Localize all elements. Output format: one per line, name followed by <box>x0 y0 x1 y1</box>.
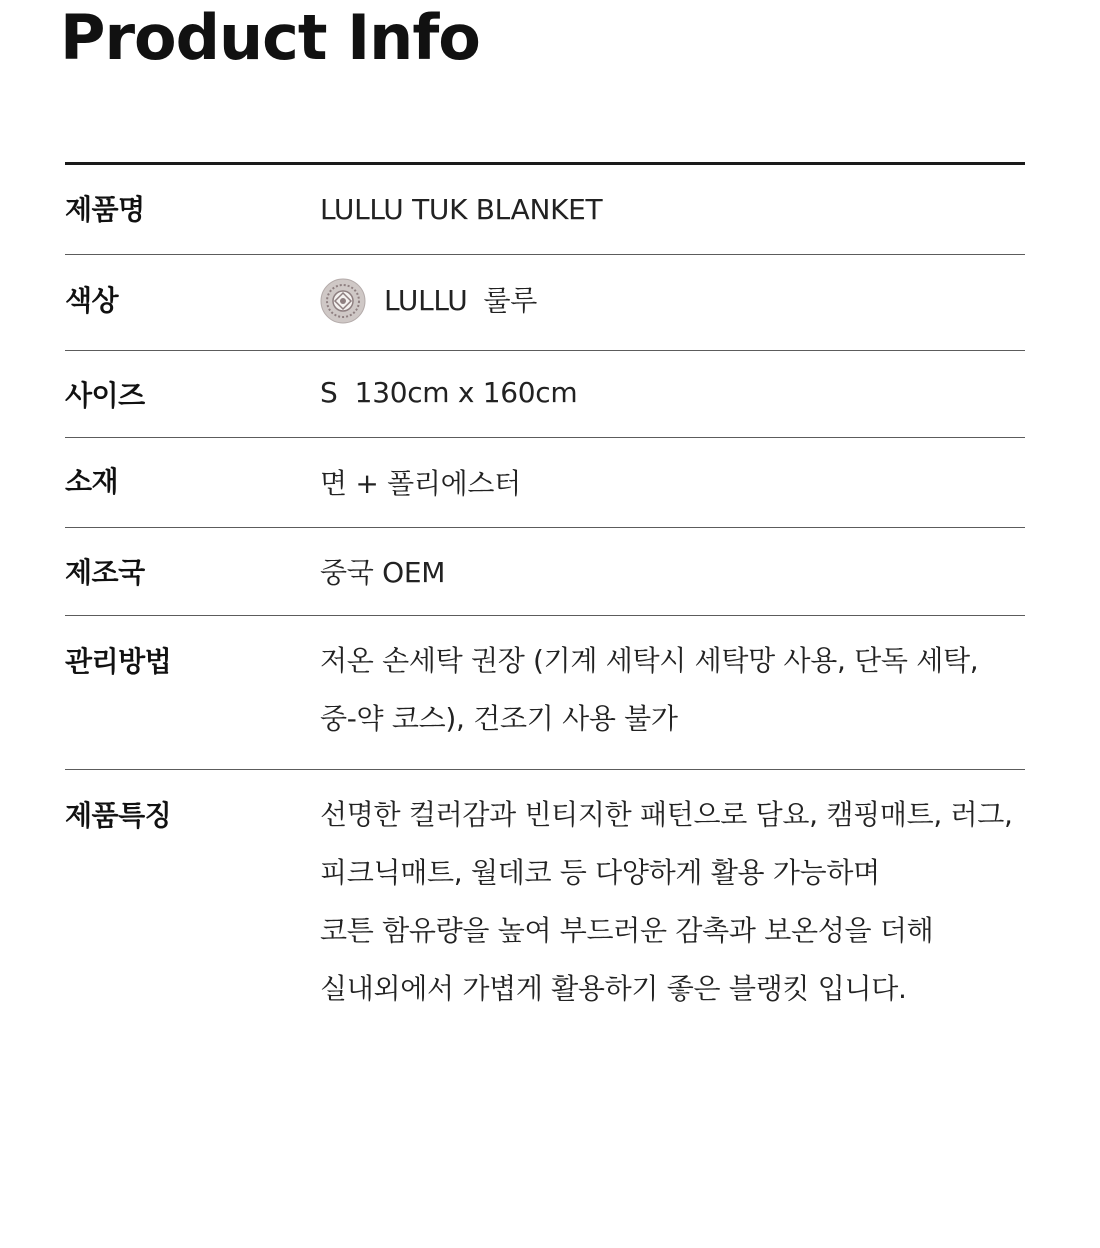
page-title: Product Info <box>60 1 480 74</box>
features-value <box>320 786 1025 1018</box>
care-label: 관리방법 <box>65 645 172 678</box>
product-name-label: 제품명 <box>65 193 145 226</box>
table-row-product-name <box>65 165 1025 255</box>
features-line: 피크닉매트, 월데코 등 다양하게 활용 가능하며 <box>320 856 880 889</box>
material-value: 면 + 폴리에스터 <box>320 467 521 500</box>
product-info-table <box>65 162 1025 1030</box>
table-row-care <box>65 616 1025 770</box>
features-line: 실내외에서 가볍게 활용하기 좋은 블랭킷 입니다. <box>320 972 907 1005</box>
table-row-features <box>65 770 1025 1030</box>
care-value <box>320 632 1025 748</box>
size-value: S 130cm x 160cm <box>320 376 578 409</box>
color-label: 색상 <box>65 284 119 317</box>
origin-value: 중국 OEM <box>320 556 446 589</box>
table-row-color <box>65 255 1025 351</box>
care-line: 중-약 코스), 건조기 사용 불가 <box>320 702 678 735</box>
table-row-origin <box>65 528 1025 616</box>
table-row-material <box>65 438 1025 528</box>
size-label: 사이즈 <box>65 379 145 412</box>
color-name-english: LULLU <box>384 284 468 317</box>
origin-label: 제조국 <box>65 556 145 589</box>
table-row-size <box>65 351 1025 438</box>
color-name-korean: 룰루 <box>483 284 537 317</box>
color-value <box>320 278 1025 324</box>
product-name-value: LULLU TUK BLANKET <box>320 193 603 226</box>
care-line: 저온 손세탁 권장 (기계 세탁시 세탁망 사용, 단독 세탁, <box>320 644 979 677</box>
material-label: 소재 <box>65 465 119 498</box>
color-swatch-icon <box>320 278 366 324</box>
features-line: 선명한 컬러감과 빈티지한 패턴으로 담요, 캠핑매트, 러그, <box>320 798 1013 831</box>
features-label: 제품특징 <box>65 799 172 832</box>
features-line: 코튼 함유량을 높여 부드러운 감촉과 보온성을 더해 <box>320 914 934 947</box>
